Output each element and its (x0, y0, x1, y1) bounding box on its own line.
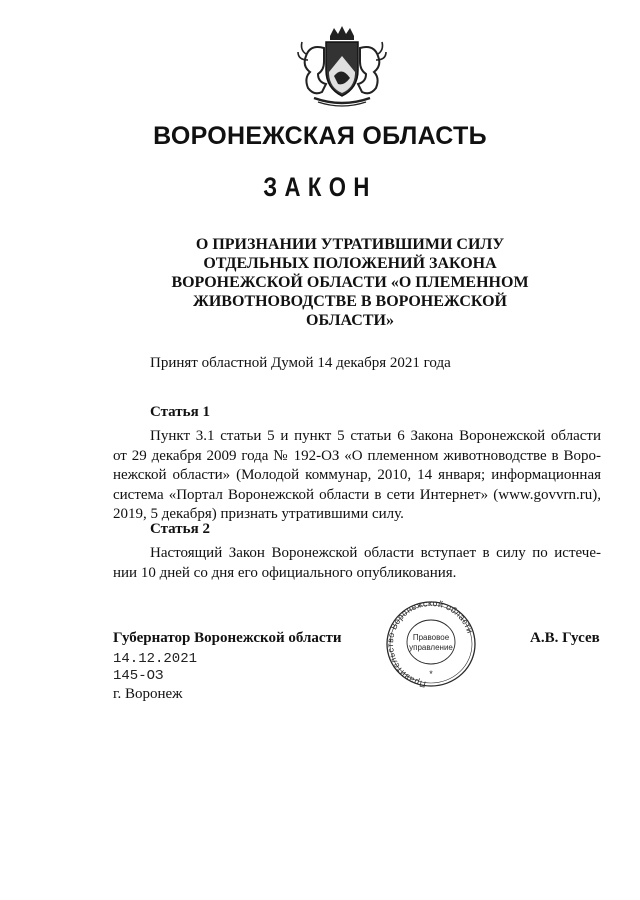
stamp-ring-text: Правительство Воронежской области (385, 597, 476, 690)
law-subject-title (160, 235, 540, 330)
region-title: ВОРОНЕЖСКАЯ ОБЛАСТЬ (153, 122, 487, 150)
stamp-center-line-2: управление (409, 643, 453, 652)
stamp-star-icon: * (429, 669, 433, 679)
signatory-name: А.В. Гусев (530, 630, 600, 646)
official-stamp (372, 596, 490, 692)
subject-line: ОТДЕЛЬНЫХ ПОЛОЖЕНИЙ ЗАКОНА (203, 255, 497, 272)
article-1-heading: Статья 1 (150, 404, 210, 420)
subject-line: ВОРОНЕЖСКОЙ ОБЛАСТИ «О ПЛЕМЕННОМ (171, 274, 529, 291)
article-line: 2019, 5 декабря) признать утратившими силу. (113, 506, 404, 522)
article-line: нежской области» (Молодой коммунар, 2010, 14 января; информационная (113, 467, 601, 483)
subject-line: ЖИВОТНОВОДСТВЕ В ВОРОНЕЖСКОЙ (193, 293, 507, 310)
article-1-body (113, 427, 601, 525)
article-line: нии 10 дней со дня его официального опубликования. (113, 564, 457, 581)
subject-line: О ПРИЗНАНИИ УТРАТИВШИМИ СИЛУ (195, 236, 505, 253)
voronezh-coat-of-arms-icon (296, 26, 388, 108)
document-type-title: ЗАКОН (263, 172, 377, 202)
signing-date: 14.12.2021 (113, 651, 198, 667)
article-line: от 29 декабря 2009 года № 192-ОЗ «О племенном животноводстве в Воро- (113, 447, 601, 464)
law-number: 145-ОЗ (113, 668, 164, 684)
article-2-heading: Статья 2 (150, 521, 210, 537)
subject-line: ОБЛАСТИ» (306, 312, 394, 329)
article-line: Настоящий Закон Воронежской области вступает в силу по истече- (150, 545, 601, 561)
article-2-body (113, 544, 601, 583)
signatory-title: Губернатор Воронежской области (113, 630, 342, 646)
article-line: Пункт 3.1 статьи 5 и пункт 5 статьи 6 Закона Воронежской области (150, 428, 601, 444)
stamp-center-line-1: Правовое (412, 633, 450, 642)
article-line: система «Портал Воронежской области в сети Интернет» (www.govvrn.ru), (113, 486, 601, 503)
signing-city: г. Воронеж (113, 686, 183, 702)
adoption-note: Принят областной Думой 14 декабря 2021 года (150, 355, 451, 371)
